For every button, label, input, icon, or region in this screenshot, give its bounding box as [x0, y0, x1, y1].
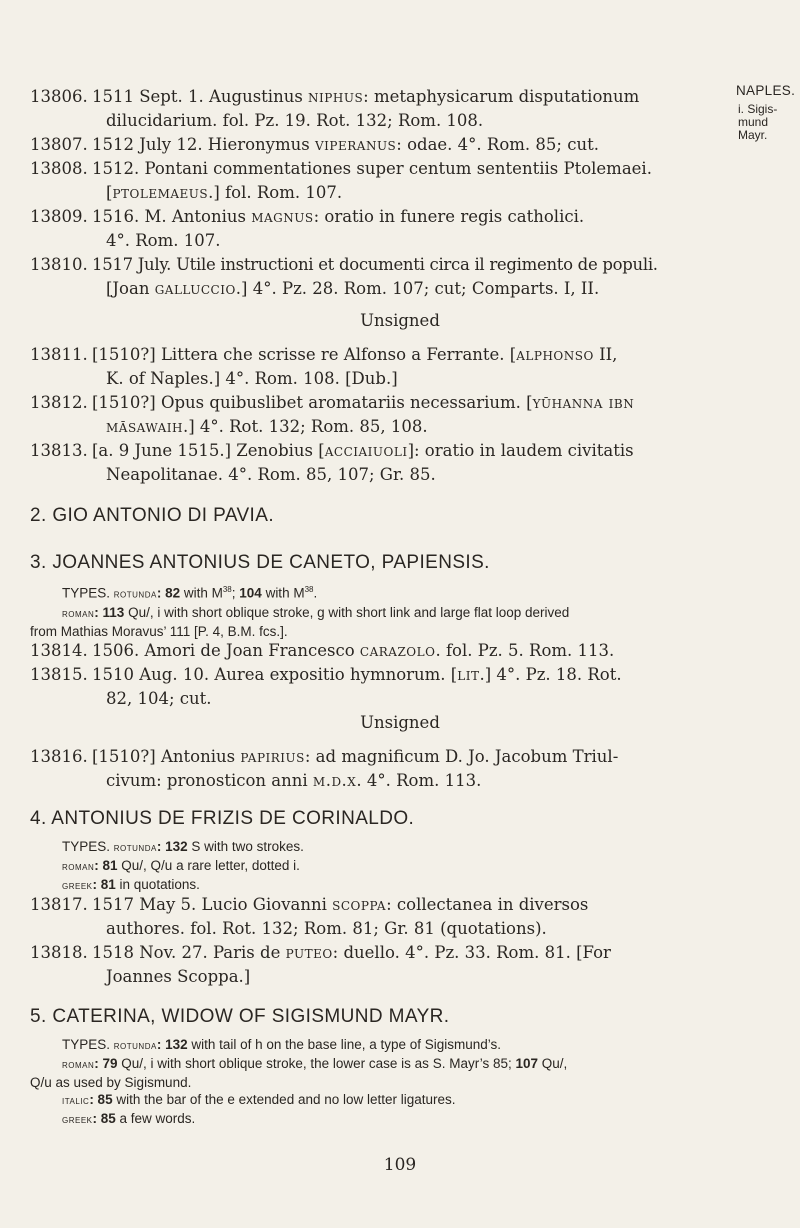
entry-number: 13806. — [30, 87, 88, 106]
entry-text: authores. fol. Rot. 132; Rom. 81; Gr. 81 (quotations). — [106, 919, 547, 938]
author-name: carazolo — [359, 641, 436, 660]
entry-text: 1510 Aug. 10. Aurea expositio hymnorum. [ — [92, 665, 458, 684]
entry-number: 13811. — [30, 345, 88, 364]
entry-text: .] 4°. Pz. 28. Rom. 107; cut; Comparts. I, II. — [235, 279, 600, 298]
entry-number: 13814. — [30, 641, 88, 660]
section-heading: 2. GIO ANTONIO DI PAVIA. — [30, 505, 274, 526]
entry-number: 13810. — [30, 255, 88, 274]
author-name: alphonso — [516, 345, 594, 364]
entry-number: 13812. — [30, 393, 88, 412]
entry-text: .] 4°. Pz. 18. Rot. — [479, 665, 622, 684]
author-name: galluccio — [154, 279, 236, 298]
entry-number: 13816. — [30, 747, 88, 766]
entry-text: : odae. 4°. Rom. 85; cut. — [396, 135, 599, 154]
page-number: 109 — [383, 1155, 417, 1175]
entry-text: : oratio in funere regis catholici. — [313, 207, 585, 226]
unsigned-heading: Unsigned — [360, 713, 440, 732]
entry-text: [ — [106, 183, 113, 202]
author-name: viperanus — [315, 135, 397, 154]
entry-text: 82, 104; cut. — [106, 689, 212, 708]
margin-printer-line: Mayr. — [738, 128, 768, 142]
entry-number: 13808. — [30, 159, 88, 178]
entry-text: .] fol. Rom. 107. — [208, 183, 343, 202]
author-name: yūhanna ibn — [532, 393, 635, 412]
entry-text: 1516. M. Antonius — [92, 207, 252, 226]
entry-text: II, — [593, 345, 618, 364]
entry-text: .] 4°. Rot. 132; Rom. 85, 108. — [182, 417, 428, 436]
author-name: lit — [457, 665, 480, 684]
entry-text: : duello. 4°. Pz. 33. Rom. 81. [For — [332, 943, 611, 962]
entry-text: Joannes Scoppa.] — [106, 967, 251, 986]
entry-text: ]: oratio in laudem civitatis — [407, 441, 634, 460]
entry-number: 13817. — [30, 895, 88, 914]
entry-text: dilucidarium. fol. Pz. 19. Rot. 132; Rom. 108. — [106, 111, 484, 130]
entry-text: 1511 Sept. 1. Augustinus — [92, 87, 309, 106]
entry-text: 1512 July 12. Hieronymus — [92, 135, 315, 154]
author-name: puteo — [285, 943, 333, 962]
entry-text: 1506. Amori de Joan Francesco — [92, 641, 360, 660]
author-name: niphus — [308, 87, 364, 106]
unsigned-heading: Unsigned — [360, 311, 440, 330]
author-name: māsawaih — [106, 417, 183, 436]
entry-text: [1510?] Opus quibuslibet aromatariis necessarium. [ — [92, 393, 533, 412]
date-text: m.d.x — [312, 771, 357, 790]
types-note: TYPES. rotunda: 132 with tail of h on the base line, a type of Sigismund’s. roman: 79 Qu/, i with short oblique stroke, the lower case is as S. Mayr’s 85; 107 Qu/, Q/u as used by Sigismund. italic: 85 with the bar of the e extended and no low letter ligatures. greek: 85 a few words. — [30, 1037, 568, 1126]
section-heading: 4. ANTONIUS DE FRIZIS DE CORINALDO. — [30, 808, 415, 829]
entry-text: civum: pronosticon anni — [106, 771, 313, 790]
entry-text: [Joan — [106, 279, 155, 298]
entry-text: 4°. Rom. 107. — [106, 231, 221, 250]
entry-text: : collectanea in diversos — [386, 895, 589, 914]
author-name: ptolemaeus — [112, 183, 209, 202]
entry-text: 1518 Nov. 27. Paris de — [92, 943, 286, 962]
author-name: scoppa — [332, 895, 387, 914]
entry-number: 13807. — [30, 135, 88, 154]
entry-number: 13813. — [30, 441, 88, 460]
margin-place: NAPLES. — [736, 83, 796, 98]
entry-text: [a. 9 June 1515.] Zenobius [ — [92, 441, 325, 460]
section-heading: 3. JOANNES ANTONIUS DE CANETO, PAPIENSIS. — [30, 552, 490, 573]
entry-text: Neapolitanae. 4°. Rom. 85, 107; Gr. 85. — [106, 465, 436, 484]
entry-text: K. of Naples.] 4°. Rom. 108. [Dub.] — [106, 369, 398, 388]
entry-text: [1510?] Antonius — [92, 747, 241, 766]
entry-text: [1510?] Littera che scrisse re Alfonso a Ferrante. [ — [92, 345, 517, 364]
entry-text: 1512. Pontani commentationes super centum sententiis Ptolemaei. — [92, 159, 652, 178]
entry-number: 13818. — [30, 943, 88, 962]
margin-printer-line: mund — [738, 115, 769, 129]
entry-text: . 4°. Rom. 113. — [356, 771, 482, 790]
types-note: TYPES. rotunda: 132 S with two strokes. roman: 81 Qu/, Q/u a rare letter, dotted i. greek: 81 in quotations. — [62, 839, 304, 892]
author-name: acciaiuoli — [324, 441, 408, 460]
entry-text: : metaphysicarum disputationum — [363, 87, 640, 106]
author-name: magnus — [251, 207, 314, 226]
entry-number: 13815. — [30, 665, 88, 684]
entry-text: 1517 July. Utile instructioni et documenti circa il regimento de populi. — [92, 255, 658, 274]
entry-text: . fol. Pz. 5. Rom. 113. — [435, 641, 615, 660]
author-name: papirius — [240, 747, 305, 766]
entry-text: 1517 May 5. Lucio Giovanni — [92, 895, 333, 914]
entry-number: 13809. — [30, 207, 88, 226]
margin-printer-line: i. Sigis- — [738, 102, 778, 116]
types-note: TYPES. rotunda: 82 with $M^{38}$; 104 with $M^{38}$. roman: 113 Qu/, i with short oblique stroke, g with short link and large flat loop derived from Mathias Moravus’ 111 [P. 4, B.M. fcs.]. — [30, 585, 570, 639]
section-heading: 5. CATERINA, WIDOW OF SIGISMUND MAYR. — [30, 1006, 450, 1027]
entry-text: : ad magnificum D. Jo. Jacobum Triul- — [304, 747, 619, 766]
